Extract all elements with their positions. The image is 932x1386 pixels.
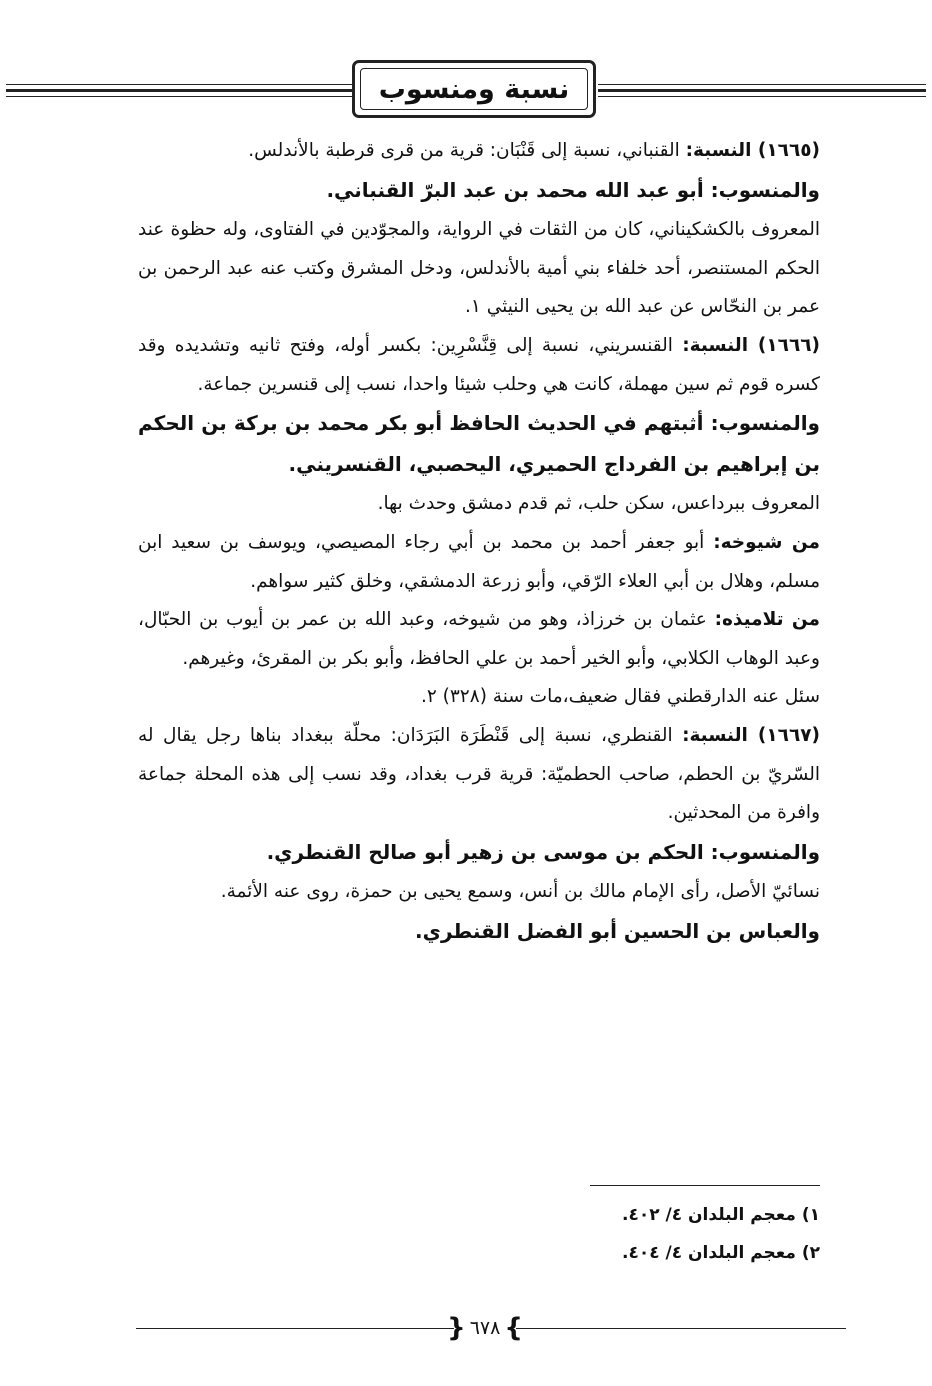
paragraph-entry-1666 [138, 327, 820, 404]
paragraph-abbas [138, 912, 820, 953]
paragraph-bio-1665 [138, 211, 820, 327]
entry-label: والمنسوب: أثبتهم في الحديث الحافظ أبو بكر محمد بن بركة بن الحكم بن إبراهيم بن الفرداج الحميري، اليحصبي، القنسريني. [138, 411, 820, 476]
footnote-2: ٢) معجم البلدان ٤/ ٤٠٤. [621, 1243, 820, 1263]
entry-text: القنسريني، نسبة إلى قِنَّسْرِين: بكسر أوله، وفتح ثانيه وتشديده وقد كسره قوم ثم سين مهملة، كانت هي وحلب شيئا واحدا، نسب إلى قنسرين جماعة. [138, 334, 820, 395]
entry-label: من تلاميذه: [714, 609, 820, 631]
footnote-1: ١) معجم البلدان ٤/ ٤٠٢. [621, 1205, 820, 1225]
header-title-frame [352, 60, 596, 118]
footer-rule-right [516, 1328, 846, 1329]
entry-label: والمنسوب: أبو عبد الله محمد بن عبد البرّ القنباني. [326, 177, 820, 202]
bracket-icon: } [504, 1313, 523, 1343]
footnotes [138, 1196, 820, 1272]
page-number-box [447, 1312, 523, 1344]
footer-rule-left [136, 1328, 454, 1329]
bracket-icon: { [447, 1313, 466, 1343]
entry-label: والعباس بن الحسين أبو الفضل القنطري. [415, 918, 820, 943]
entry-label: والمنسوب: الحكم بن موسى بن زهير أبو صالح القنطري. [266, 839, 820, 864]
paragraph-mansub-1665 [138, 171, 820, 212]
paragraph-bio-1666 [138, 485, 820, 524]
entry-text: القنطري، نسبة إلى قَنْطَرَة البَرَدَان: محلّة ببغداد بناها رجل يقال له السّريّ بن الحطم، صاحب الحطميّة: قرية قرب بغداد، وقد نسب إلى هذه المحلة جماعة وافرة من المحدثين. [138, 724, 820, 824]
paragraph-bio-1667 [138, 873, 820, 912]
entry-text: أبو جعفر أحمد بن محمد بن أبي رجاء المصيصي، ويوسف بن سعيد ابن مسلم، وهلال بن أبي العلاء الرّقي، وأبو زرعة الدمشقي، وخلق كثير سواهم. [138, 531, 820, 592]
paragraph-mansub-1667 [138, 833, 820, 874]
entry-label: من شيوخه: [713, 531, 821, 553]
paragraph-mansub-1666 [138, 404, 820, 485]
entry-text: سئل عنه الدارقطني فقال ضعيف،مات سنة (٣٢٨) ٢. [420, 686, 820, 708]
entry-text: نسائيّ الأصل، رأى الإمام مالك بن أنس، وسمع يحيى بن حمزة، روى عنه الأئمة. [220, 881, 820, 903]
header-rule-right [598, 84, 926, 104]
entry-label: (١٦٦٧) النسبة: [682, 724, 821, 746]
entry-label: (١٦٦٥) النسبة: [685, 140, 820, 161]
paragraph-teachers [138, 524, 820, 601]
entry-text: المعروف بالكشكيناني، كان من الثقات في الرواية، والمجوّدين في الفتاوى، وله حظوة عند الحكم المستنصر، أحد خلفاء بني أمية بالأندلس، ودخل المشرق وكتب عنه عبد الرحمن بن عمر بن النحّاس عن عبد الله بن يحيى النيثي ١. [138, 219, 820, 318]
entry-text: المعروف ببرداعس، سكن حلب، ثم قدم دمشق وحدث بها. [377, 493, 820, 515]
paragraph-entry-1665 [138, 132, 820, 171]
header-rule-left [6, 84, 352, 104]
paragraph-students [138, 601, 820, 678]
entry-text: القنباني، نسبة إلى قَنْبَان: قرية من قرى قرطبة بالأندلس. [248, 140, 686, 161]
entry-text: عثمان بن خرزاذ، وهو من شيوخه، وعبد الله بن عمر بن أيوب بن الحبّال، وعبد الوهاب الكلابي، وأبو الخير أحمد بن علي الحافظ، وأبو بكر بن المقرئ، وغيرهم. [138, 609, 820, 669]
page-number: ٦٧٨ [469, 1317, 501, 1339]
footnote-divider [590, 1185, 820, 1186]
main-text [138, 132, 820, 952]
paragraph-entry-1667 [138, 717, 820, 833]
entry-label: (١٦٦٦) النسبة: [682, 334, 821, 356]
paragraph-death [138, 678, 820, 717]
page-title: نسبة ومنسوب [378, 73, 570, 105]
